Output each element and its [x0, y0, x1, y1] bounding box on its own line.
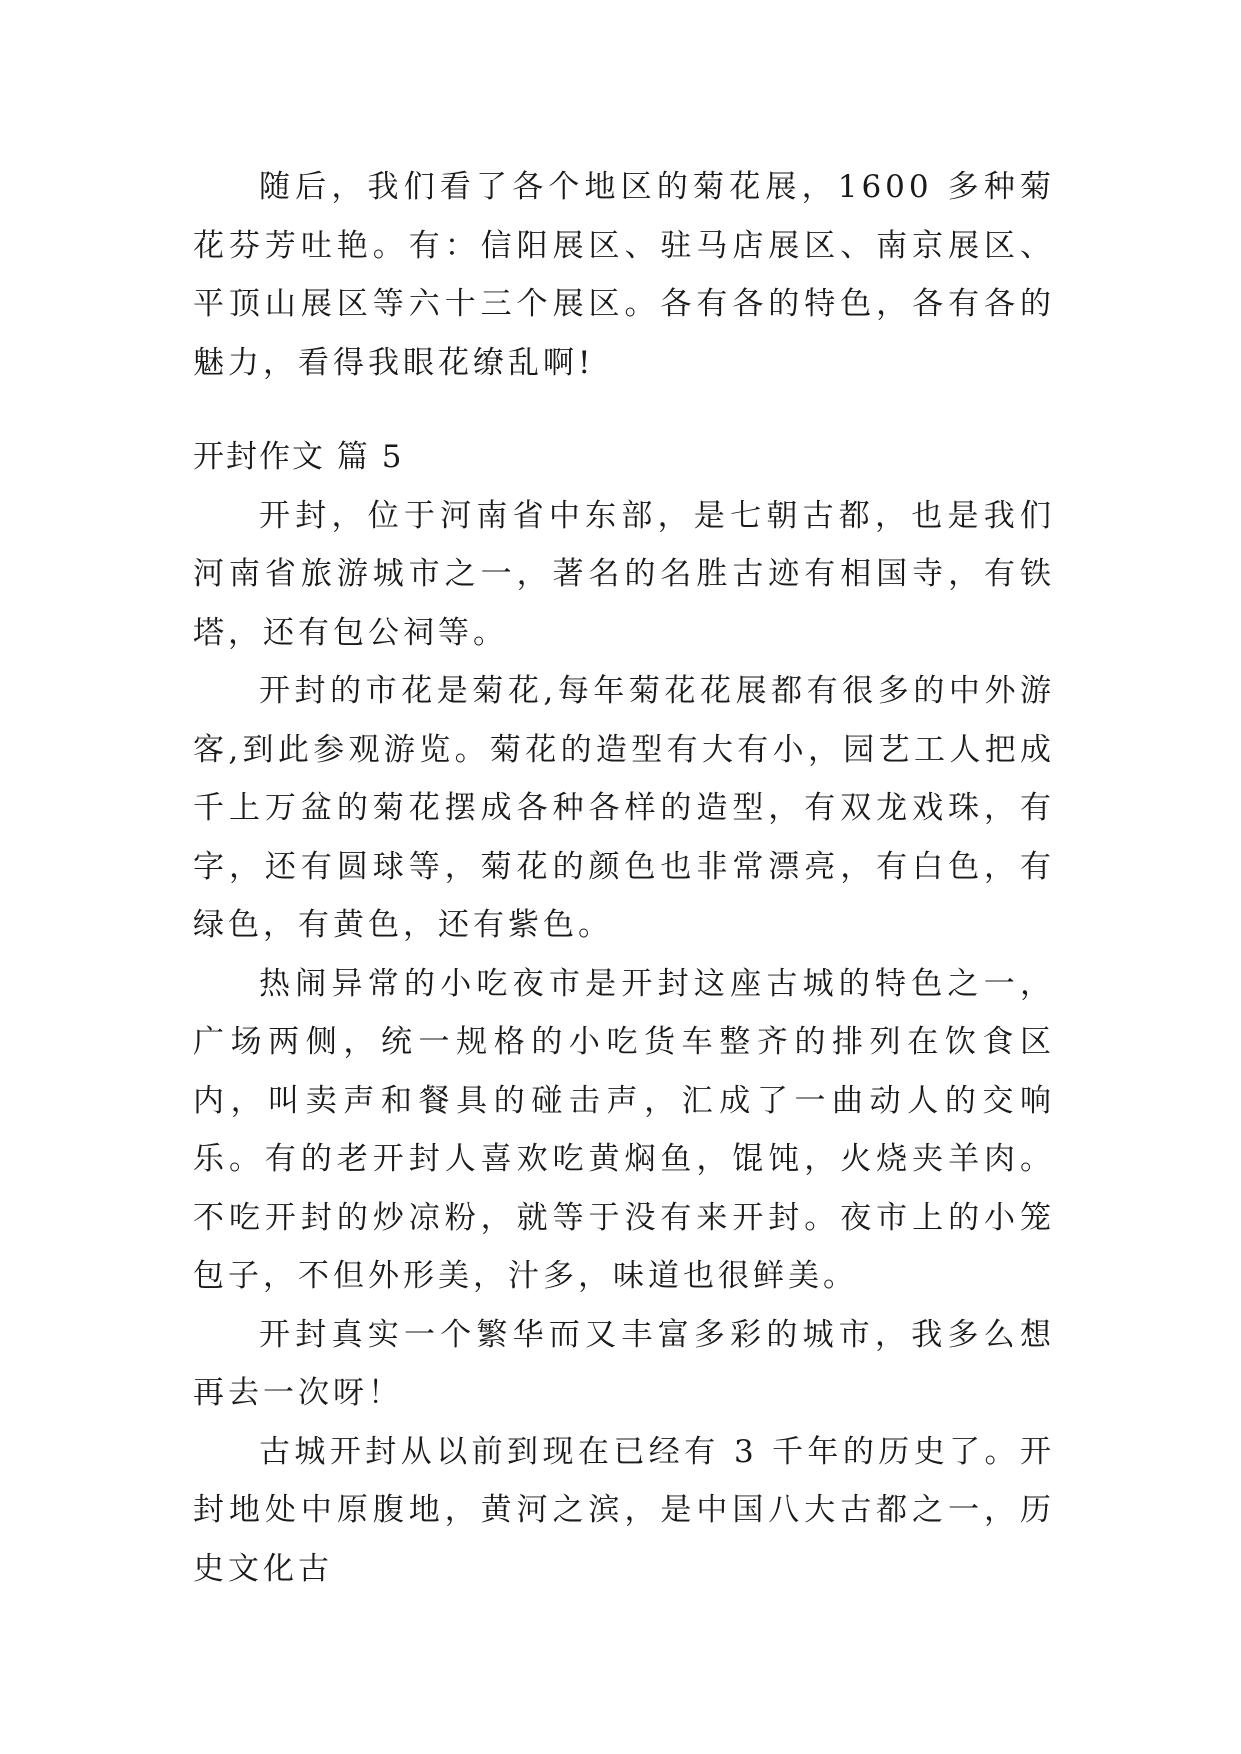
- body-paragraph-3: 热闹异常的小吃夜市是开封这座古城的特色之一，广场两侧，统一规格的小吃货车整齐的排列在饮食区内，叫卖声和餐具的碰击声，汇成了一曲动人的交响乐。有的老开封人喜欢吃黄焖鱼，馄饨，火烧夹羊肉。不吃开封的炒凉粉，就等于没有来开封。夜市上的小笼包子，不但外形美，汁多，味道也很鲜美。: [193, 965, 1055, 1294]
- section-heading: 开封作文 篇 5: [193, 439, 404, 475]
- body-paragraph-5: 古城开封从以前到现在已经有 3 千年的历史了。开封地处中原腹地，黄河之滨，是中国八大古都之一，历史文化古: [193, 1433, 1055, 1587]
- body-paragraph-4: 开封真实一个繁华而又丰富多彩的城市，我多么想再去一次呀！: [193, 1316, 1055, 1411]
- document-body: [193, 158, 1055, 1598]
- body-paragraph-1: 开封，位于河南省中东部，是七朝古都，也是我们河南省旅游城市之一，著名的名胜古迹有相国寺，有铁塔，还有包公祠等。: [193, 497, 1055, 651]
- body-paragraph-2: 开封的市花是菊花,每年菊花花展都有很多的中外游客,到此参观游览。菊花的造型有大有小，园艺工人把成千上万盆的菊花摆成各种各样的造型，有双龙戏珠，有字，还有圆球等，菊花的颜色也非常漂亮，有白色，有绿色，有黄色，还有紫色。: [193, 673, 1055, 943]
- intro-paragraph: 随后，我们看了各个地区的菊花展，1600 多种菊花芬芳吐艳。有：信阳展区、驻马店展区、南京展区、平顶山展区等六十三个展区。各有各的特色，各有各的魅力，看得我眼花缭乱啊!: [193, 169, 1055, 381]
